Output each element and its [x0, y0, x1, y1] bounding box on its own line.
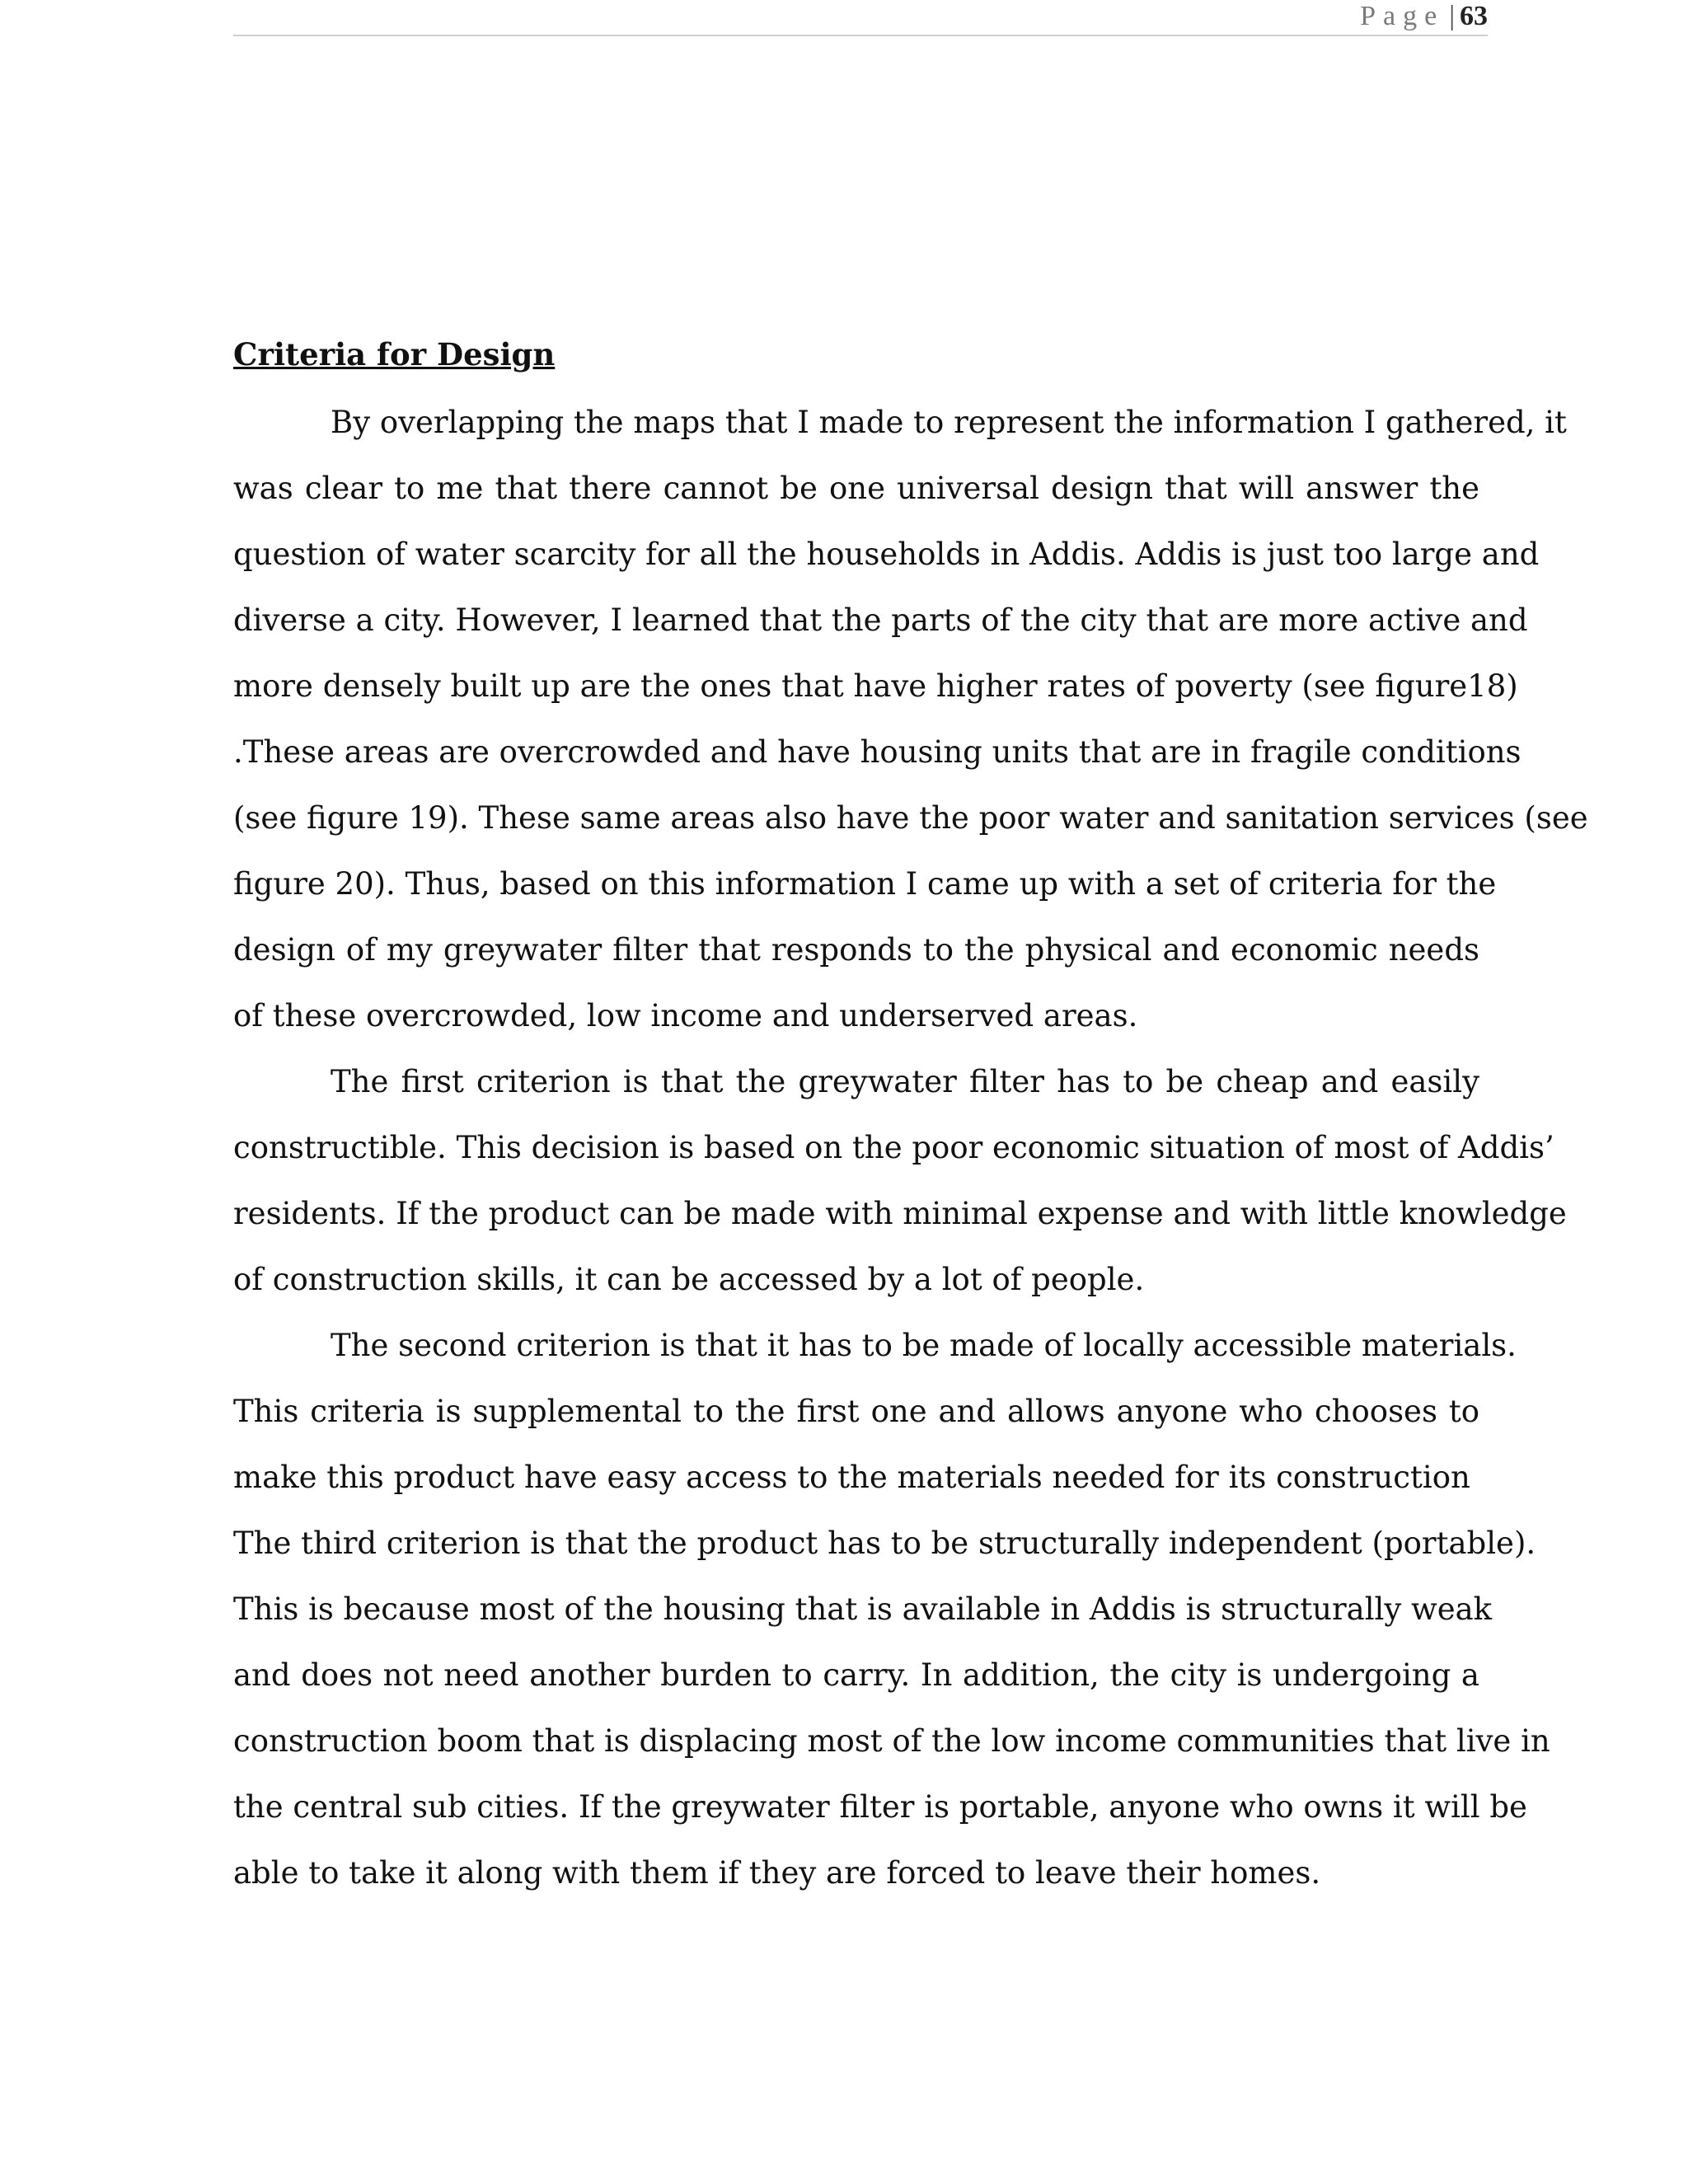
body-line: residents. If the product can be made with minimal expense and with little knowledge [233, 1196, 1567, 1231]
body-line: The third criterion is that the product has to be structurally independent (portable). [233, 1526, 1536, 1561]
page-header [233, 0, 1488, 36]
body-line: By overlapping the maps that I made to represent the information I gathered, it [331, 405, 1567, 440]
body-line: design of my greywater filter that responds to the physical and economic needs [233, 932, 1479, 968]
body-line: .These areas are overcrowded and have housing units that are in fragile conditions [233, 734, 1522, 770]
body-line: able to take it along with them if they are forced to leave their homes. [233, 1855, 1321, 1891]
body-line: The first criterion is that the greywater filter has to be cheap and easily [331, 1064, 1479, 1099]
page-separator: | [1449, 1, 1455, 31]
body-line: constructible. This decision is based on the poor economic situation of most of Addis’ [233, 1130, 1554, 1165]
body-line: This is because most of the housing that is available in Addis is structurally weak [233, 1591, 1493, 1627]
page-number [1360, 0, 1488, 33]
body-line: construction boom that is displacing most of the low income communities that live in [233, 1723, 1550, 1759]
page-label: Page [1360, 1, 1445, 31]
body-line: more densely built up are the ones that have higher rates of poverty (see figure18) [233, 668, 1518, 704]
body-line: the central sub cities. If the greywater filter is portable, anyone who owns it will be [233, 1789, 1527, 1825]
body-line: of construction skills, it can be accessed by a lot of people. [233, 1262, 1145, 1297]
page-number-value: 63 [1460, 1, 1488, 31]
body-line: was clear to me that there cannot be one universal design that will answer the [233, 471, 1479, 506]
body-line: This criteria is supplemental to the first one and allows anyone who chooses to [233, 1394, 1479, 1429]
body-line: figure 20). Thus, based on this information I came up with a set of criteria for the [233, 866, 1497, 902]
body-line: The second criterion is that it has to be made of locally accessible materials. [331, 1328, 1517, 1363]
body-line: make this product have easy access to the materials needed for its construction [233, 1460, 1470, 1495]
body-line: question of water scarcity for all the households in Addis. Addis is just too large and [233, 537, 1540, 572]
section-heading: Criteria for Design [233, 336, 556, 373]
body-line: diverse a city. However, I learned that the parts of the city that are more active and [233, 602, 1528, 638]
body-line: and does not need another burden to carry. In addition, the city is undergoing a [233, 1657, 1479, 1693]
body-line: of these overcrowded, low income and underserved areas. [233, 998, 1138, 1033]
body-line: (see figure 19). These same areas also have the poor water and sanitation services (see [233, 800, 1588, 836]
